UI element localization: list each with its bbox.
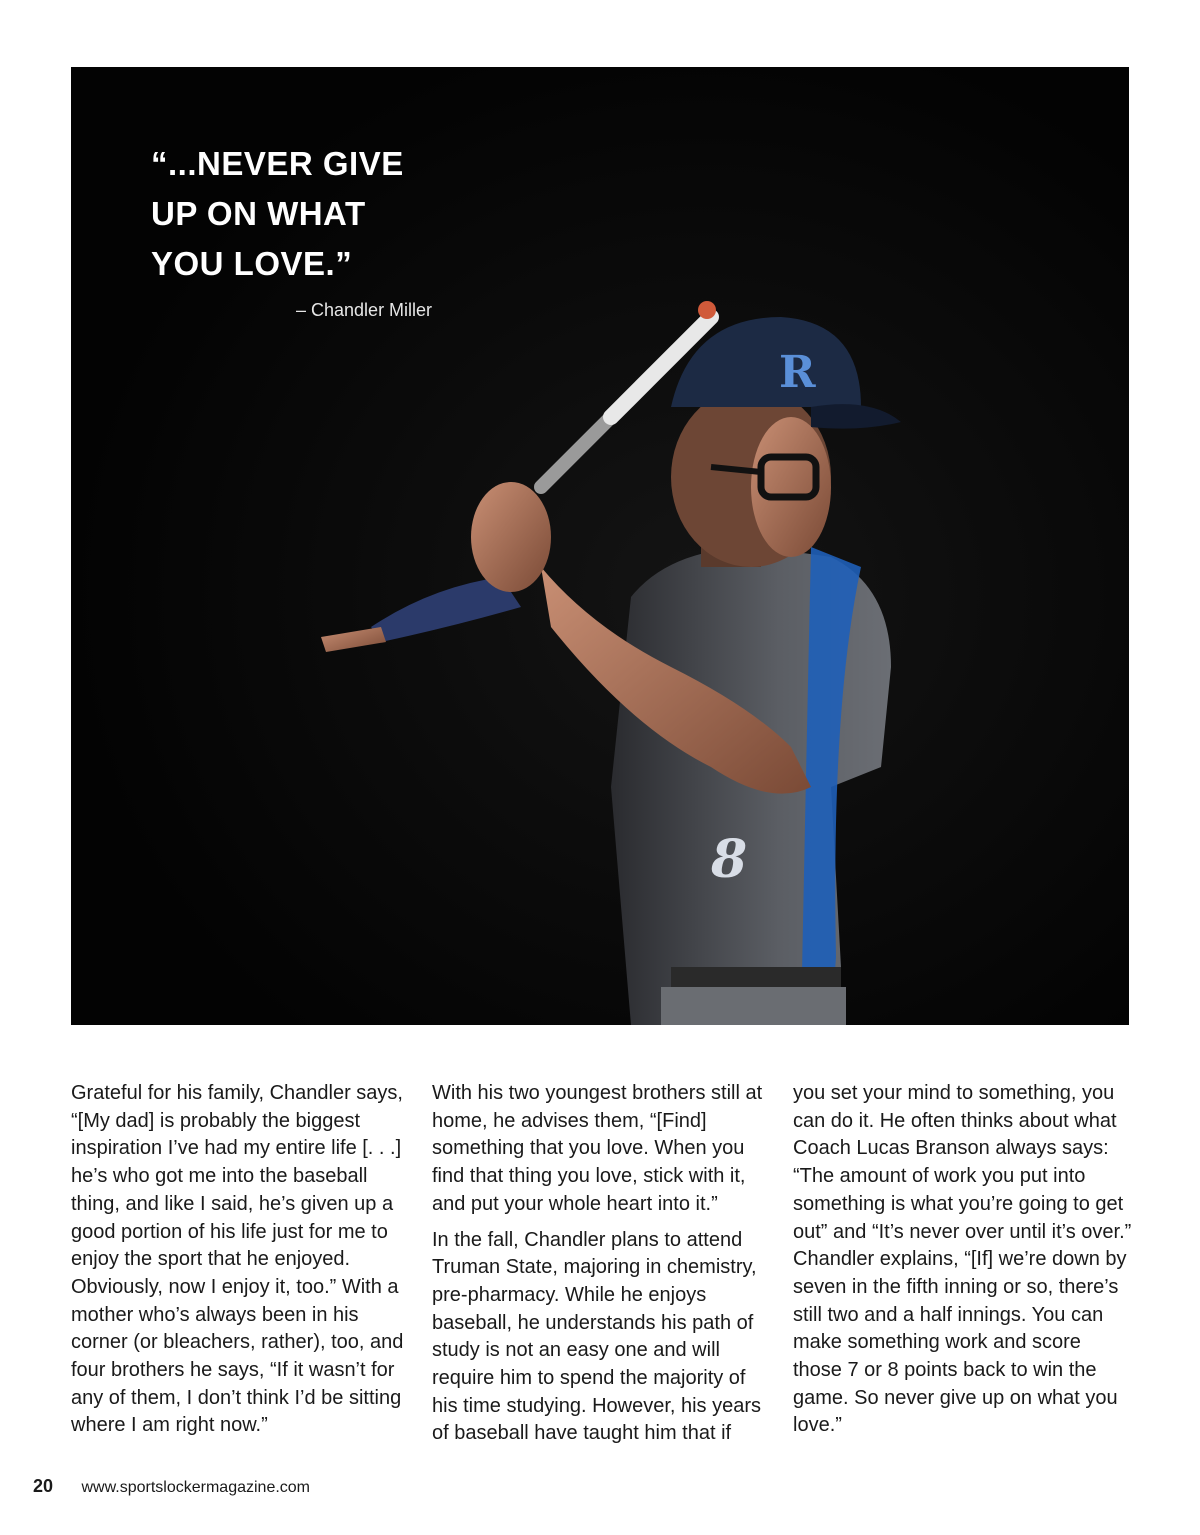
article-column-1 — [71, 1080, 413, 1448]
article-paragraph: With his two youngest brothers still at home, he advises them, “[Find] something that you love. When you find that thing you love, stick with it, and put your whole heart into it.” — [432, 1082, 763, 1215]
article-column-3 — [793, 1080, 1135, 1448]
page-footer — [33, 1476, 310, 1498]
article-column-2 — [432, 1080, 774, 1456]
article-paragraph: In the fall, Chandler plans to attend Truman State, majoring in chemistry, pre-pharmacy. While he enjoys baseball, he understands his path of study is not an easy one and will require him to spend the majority of his time studying. However, his years of baseball have taught him that if — [432, 1228, 762, 1445]
pull-quote — [151, 139, 451, 289]
website-link[interactable]: www.sportslockermagazine.com — [81, 1479, 311, 1496]
article-paragraph: you set your mind to something, you can do it. He often thinks about what Coach Lucas Branson always says: “The amount of work you put into something is what you’re going to get out” and “It’s never over until it’s over.” Chandler explains, “[If] we’re down by seven in the fifth inning or so, there’s still two and a half innings. You can make something work and score those 7 or 8 points back to win the game. So never give up on what you love.” — [793, 1082, 1132, 1437]
page-number: 20 — [33, 1476, 54, 1496]
quote-attribution: – Chandler Miller — [296, 300, 433, 320]
cap-logo: R — [779, 347, 816, 398]
article-body — [71, 1080, 1132, 1450]
pull-quote-line: “...NEVER GIVE — [151, 145, 404, 182]
pull-quote-line: UP ON WHAT — [151, 195, 366, 232]
article-paragraph: Grateful for his family, Chandler says, “[My dad] is probably the biggest inspiration I’ve had my entire life [. . .] he’s who got me into the baseball thing, and like I said, he’s given up a good portion of his life just for me to enjoy the sport that he enjoyed. Obviously, now I enjoy it, too.” With a mother who’s always been in his corner (or bleachers, rather), too, and four brothers he says, “If it wasn’t for any of them, I don’t think I’d be sitting where I am right now.” — [71, 1082, 404, 1437]
feature-photo — [71, 67, 1129, 1025]
pull-quote-line: YOU LOVE.” — [151, 245, 353, 282]
jersey-number: 8 — [711, 829, 748, 890]
